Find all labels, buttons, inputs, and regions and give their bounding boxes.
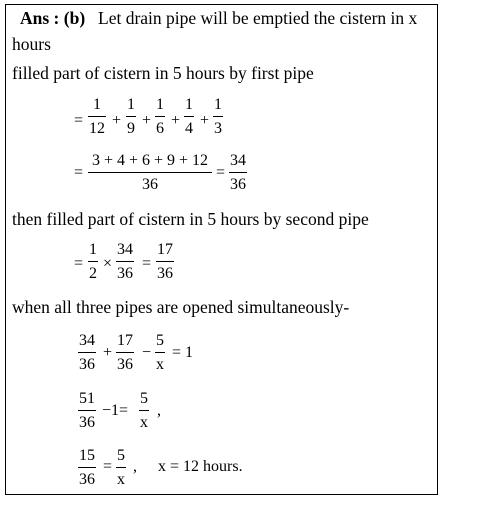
intro-line-2: hours: [12, 34, 51, 54]
equals-sign: =: [74, 255, 84, 272]
fraction: 5 x: [117, 447, 125, 488]
fraction: 3 + 4 + 6 + 9 + 12 36: [88, 153, 212, 193]
equals-sign: =: [74, 164, 84, 181]
fraction: 17 36: [157, 241, 173, 282]
fraction: 1 3: [214, 96, 222, 137]
fraction: 1 4: [185, 96, 193, 137]
comma: ,: [133, 458, 137, 475]
three-pipes-heading: when all three pipes are opened simultaneously-: [12, 297, 350, 317]
equals-sign: =: [103, 458, 113, 475]
fraction: 17 36: [117, 332, 133, 373]
minus-one-equals: −1=: [102, 402, 129, 419]
equals-sign: =: [74, 112, 84, 129]
final-answer: x = 12 hours.: [158, 458, 243, 475]
equals-sign: =: [142, 255, 152, 272]
intro-line-1: Let drain pipe will be emptied the cistern in x: [98, 8, 418, 28]
fraction: 51 36: [79, 390, 95, 431]
fraction: 34 36: [117, 241, 133, 282]
fraction: 5 x: [140, 390, 148, 431]
equals-one: = 1: [172, 344, 194, 361]
first-pipe-heading: filled part of cistern in 5 hours by first pipe: [12, 63, 314, 83]
minus-sign: −: [142, 344, 152, 361]
answer-option: (b): [63, 8, 86, 28]
plus-sign: +: [103, 344, 113, 361]
plus-sign: +: [142, 112, 152, 129]
fraction: 1 6: [156, 96, 164, 137]
fraction: 1 2: [89, 241, 97, 282]
plus-sign: +: [200, 112, 210, 129]
fraction: 1 12: [89, 96, 105, 137]
fraction: 15 36: [79, 447, 95, 488]
fraction: 34 36: [230, 152, 246, 193]
equals-sign: =: [216, 164, 226, 181]
plus-sign: +: [171, 112, 181, 129]
comma: ,: [157, 402, 161, 419]
plus-sign: +: [112, 112, 122, 129]
fraction: 1 9: [127, 96, 135, 137]
times-sign: ×: [103, 255, 113, 272]
answer-label: Ans : (b): [20, 8, 86, 28]
second-pipe-heading: then filled part of cistern in 5 hours by second pipe: [12, 209, 369, 229]
fraction: 5 x: [156, 332, 164, 373]
fraction: 34 36: [79, 332, 95, 373]
